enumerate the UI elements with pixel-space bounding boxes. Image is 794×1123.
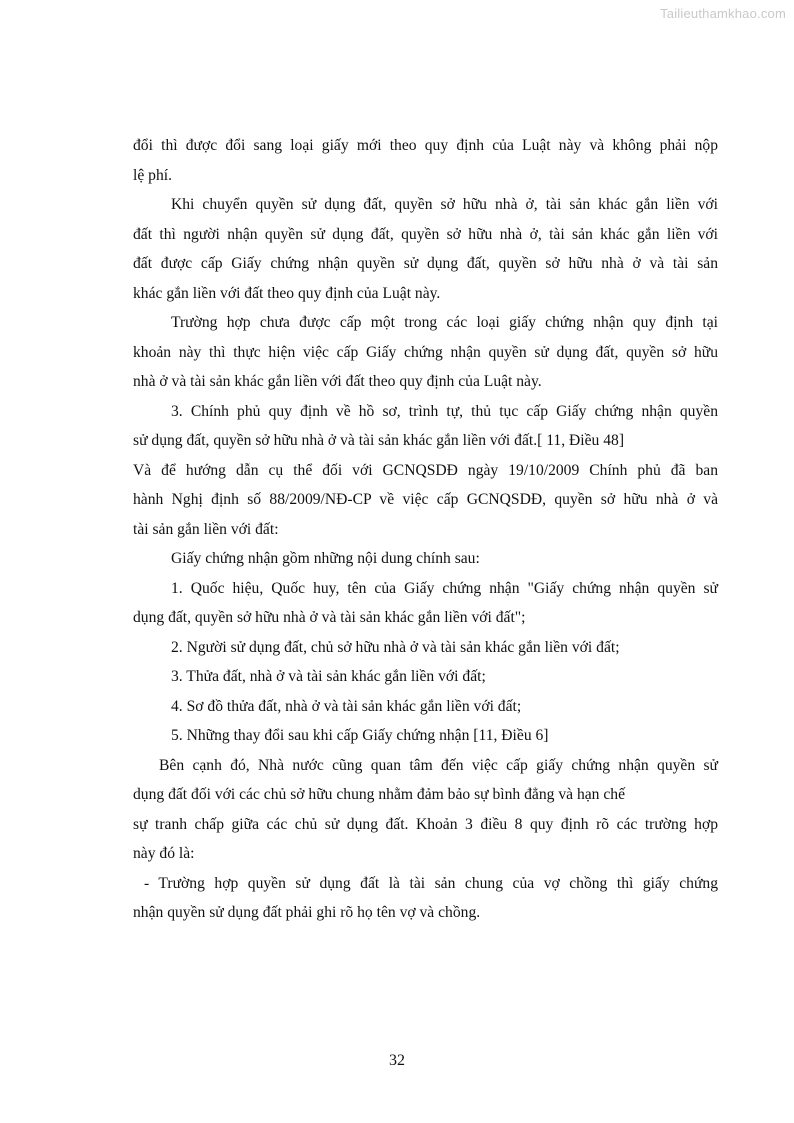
text-line: nhận quyền sử dụng đất phải ghi rõ họ tên vợ và chồng. <box>133 904 481 921</box>
page-number: 32 <box>389 1052 405 1069</box>
text-line: dụng đất, quyền sở hữu nhà ở và tài sản khác gắn liền với đất"; <box>133 609 526 626</box>
document-body <box>133 131 718 928</box>
text-line: lệ phí. <box>133 166 172 184</box>
text-line: khác gắn liền với đất theo quy định của Luật này. <box>133 284 441 302</box>
text-line: 1. Quốc hiệu, Quốc huy, tên của Giấy chứng nhận "Giấy chứng nhận quyền sử <box>171 579 718 597</box>
text-line: 4. Sơ đồ thửa đất, nhà ở và tài sản khác gắn liền với đất; <box>171 697 522 715</box>
text-line: Trường hợp chưa được cấp một trong các loại giấy chứng nhận quy định tại <box>171 314 718 331</box>
text-line: đổi thì được đổi sang loại giấy mới theo quy định của Luật này và không phải nộp <box>133 137 718 154</box>
text-line: nhà ở và tài sản khác gắn liền với đất theo quy định của Luật này. <box>133 373 542 390</box>
text-line: đất thì người nhận quyền sử dụng đất, quyền sở hữu nhà ở, tài sản khác gắn liền với <box>133 225 718 243</box>
text-line: khoản này thì thực hiện việc cấp Giấy chứng nhận quyền sử dụng đất, quyền sở hữu <box>133 343 718 361</box>
text-line: Giấy chứng nhận gồm những nội dung chính sau: <box>171 550 480 567</box>
text-line: 2. Người sử dụng đất, chủ sở hữu nhà ở và tài sản khác gắn liền với đất; <box>171 638 620 656</box>
text-line: sử dụng đất, quyền sở hữu nhà ở và tài sản khác gắn liền với đất.[ 11, Điều 48] <box>133 432 625 449</box>
text-line: hành Nghị định số 88/2009/NĐ-CP về việc cấp GCNQSDĐ, quyền sở hữu nhà ở và <box>133 491 718 508</box>
text-line: này đó là: <box>133 845 195 862</box>
text-line: 5. Những thay đổi sau khi cấp Giấy chứng nhận [11, Điều 6] <box>171 727 549 744</box>
text-line: 3. Thửa đất, nhà ở và tài sản khác gắn liền với đất; <box>171 668 486 685</box>
text-line: đất được cấp Giấy chứng nhận quyền sử dụng đất, quyền sở hữu nhà ở và tài sản <box>133 255 718 272</box>
text-line: Khi chuyển quyền sử dụng đất, quyền sở hữu nhà ở, tài sản khác gắn liền với <box>171 196 718 213</box>
text-line: - Trường hợp quyền sử dụng đất là tài sản chung của vợ chồng thì giấy chứng <box>144 874 718 892</box>
text-line: Bên cạnh đó, Nhà nước cũng quan tâm đến việc cấp giấy chứng nhận quyền sử <box>159 756 718 774</box>
text-line: dụng đất đối với các chủ sở hữu chung nhằm đảm bảo sự bình đẳng và hạn chế <box>133 786 625 803</box>
text-line: 3. Chính phủ quy định về hồ sơ, trình tự, thủ tục cấp Giấy chứng nhận quyền <box>171 402 718 420</box>
text-line: sự tranh chấp giữa các chủ sử dụng đất. Khoản 3 điều 8 quy định rõ các trường hợp <box>133 815 718 833</box>
text-line: Và để hướng dẫn cụ thể đối với GCNQSDĐ ngày 19/10/2009 Chính phủ đã ban <box>133 461 718 479</box>
watermark: Tailieuthamkhao.com <box>660 6 786 21</box>
text-line: tài sản gắn liền với đất: <box>133 520 279 538</box>
